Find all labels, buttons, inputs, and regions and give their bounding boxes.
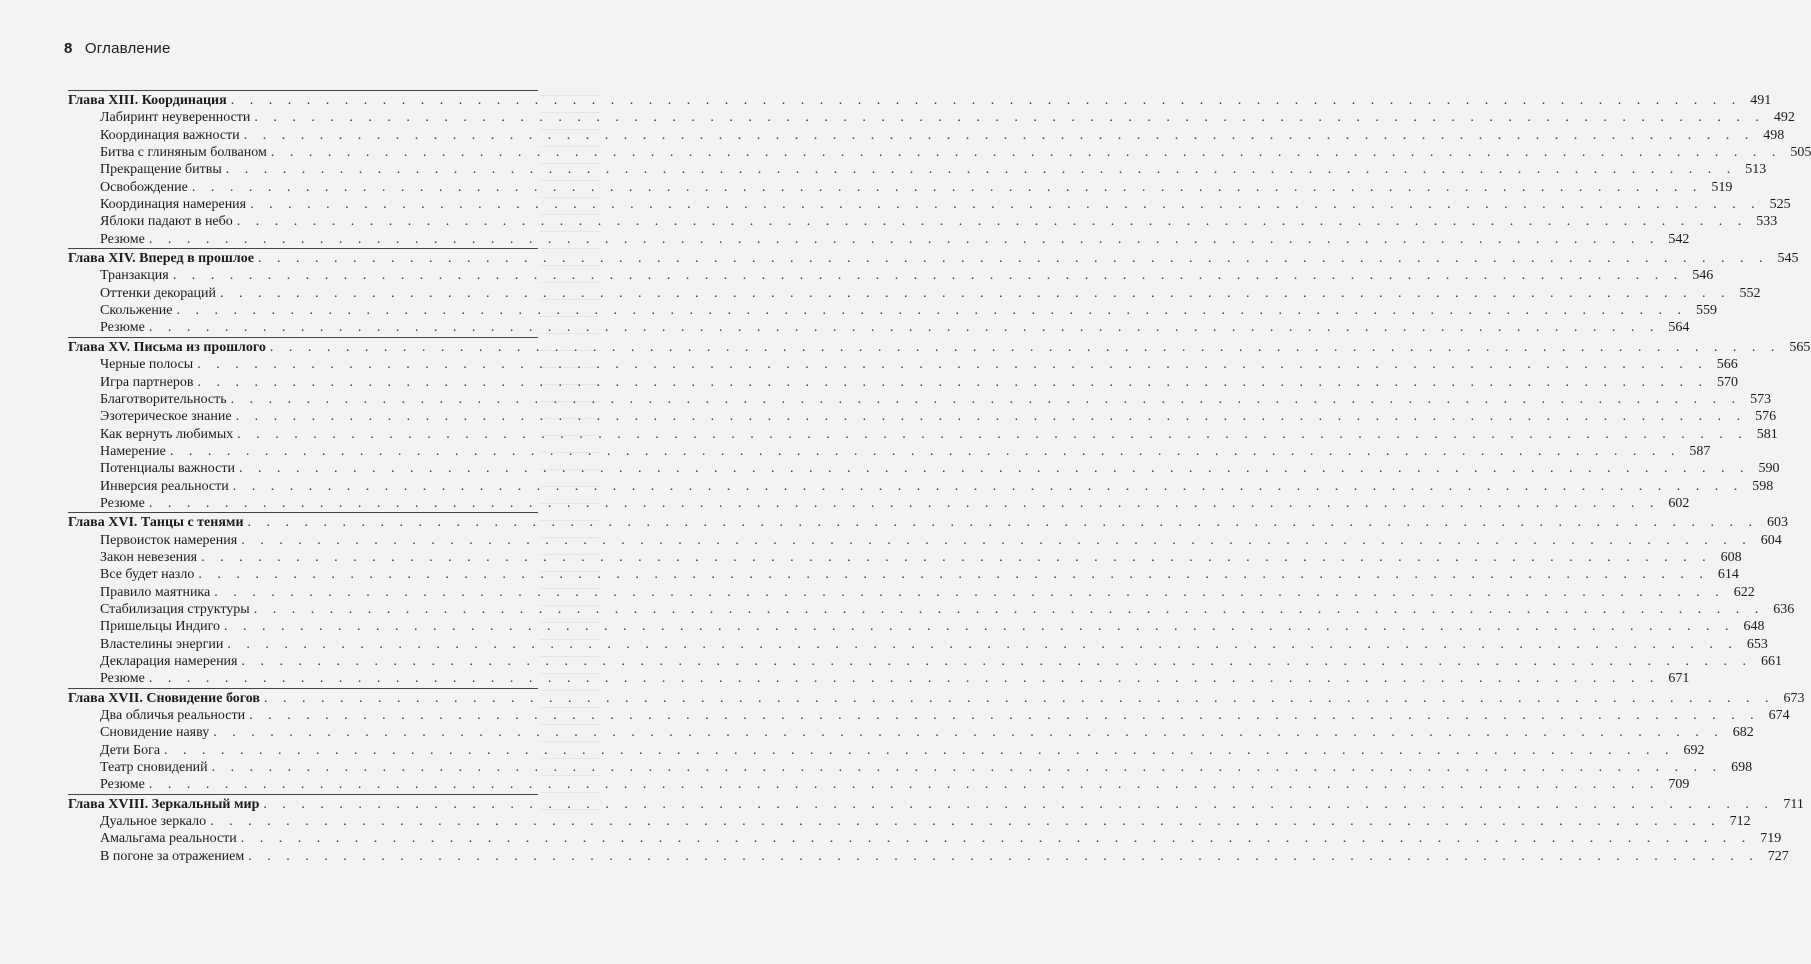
running-header bbox=[64, 40, 171, 57]
toc-entry[interactable] bbox=[68, 742, 1705, 759]
chapter-divider bbox=[68, 512, 538, 513]
toc-entry[interactable] bbox=[68, 830, 1782, 847]
page-number: 604 bbox=[1760, 532, 1782, 548]
entry-title: Резюме bbox=[100, 495, 145, 511]
dot-leader: . . . . . . . . . . . . . . . . . . . . . . . . . . . . . . . . . . . . . . . . . . . . . . . . . . . . . . . . . . . . . . . . . . . . . . . . . . . . . . . . bbox=[235, 409, 1747, 425]
dot-leader: . . . . . . . . . . . . . . . . . . . . . . . . . . . . . . . . . . . . . . . . . . . . . . . . . . . . . . . . . . . . . . . . . . . . . . . . . . . . . . . . bbox=[240, 831, 1752, 847]
page-number: 525 bbox=[1769, 197, 1791, 213]
toc-entry[interactable] bbox=[68, 179, 1733, 196]
entry-title: Скольжение bbox=[100, 303, 173, 319]
page-number: 570 bbox=[1717, 374, 1739, 390]
page-number: 519 bbox=[1711, 179, 1733, 195]
toc-entry[interactable] bbox=[68, 374, 1739, 391]
entry-title: Черные полосы bbox=[100, 357, 194, 373]
chapter-title: Глава XIII. Координация bbox=[68, 93, 227, 108]
entry-title: Как вернуть любимых bbox=[100, 426, 234, 442]
entry-title: Стабилизация структуры bbox=[100, 601, 250, 617]
dot-leader: . . . . . . . . . . . . . . . . . . . . . . . . . . . . . . . . . . . . . . . . . . . . . . . . . . . . . . . . . . . . . . . . . . . . . . . . . . . . . . . . bbox=[264, 690, 1775, 706]
page-number: 542 bbox=[1668, 231, 1690, 247]
toc-entry[interactable] bbox=[68, 127, 1785, 144]
dot-leader: . . . . . . . . . . . . . . . . . . . . . . . . . . . . . . . . . . . . . . . . . . . . . . . . . . . . . . . . . . . . . . . . . . . . . . . . . . . . . . . . bbox=[269, 339, 1781, 355]
entry-title: Инверсия реальности bbox=[100, 478, 229, 494]
toc-entry[interactable] bbox=[68, 213, 1778, 230]
dot-leader: . . . . . . . . . . . . . . . . . . . . . . . . . . . . . . . . . . . . . . . . . . . . . . . . . . . . . . . . . . . . . . . . . . . . . . . . . . . . . . . . bbox=[238, 461, 1750, 477]
dot-leader: . . . . . . . . . . . . . . . . . . . . . . . . . . . . . . . . . . . . . . . . . . . . . . . . . . . . . . . . . . . . . . . . . . . . . . . . . . . . . . . . bbox=[223, 619, 1735, 635]
page-number: 545 bbox=[1777, 251, 1799, 267]
entry-title: В погоне за отражением bbox=[100, 848, 245, 864]
page-number: 587 bbox=[1689, 443, 1711, 459]
page-number: 590 bbox=[1758, 461, 1780, 477]
toc-entry[interactable] bbox=[68, 707, 1790, 724]
toc-entry[interactable] bbox=[68, 478, 1774, 495]
dot-leader: . . . . . . . . . . . . . . . . . . . . . . . . . . . . . . . . . . . . . . . . . . . . . . . . . . . . . . . . . . . . . . . . . . . . . . . . . . . . . . . . bbox=[219, 285, 1731, 301]
page-number: 674 bbox=[1768, 708, 1790, 724]
toc-entry[interactable] bbox=[68, 196, 1791, 213]
dot-leader: . . . . . . . . . . . . . . . . . . . . . . . . . . . . . . . . . . . . . . . . . . . . . . . . . . . . . . . . . . . . . . . . . . . . . . . . . . . . . . . . bbox=[243, 127, 1755, 143]
entry-title: Резюме bbox=[100, 231, 145, 247]
toc-entry[interactable] bbox=[68, 161, 1767, 178]
toc-entry[interactable] bbox=[68, 391, 1772, 408]
entry-title: Все будет назло bbox=[100, 567, 195, 583]
dot-leader: . . . . . . . . . . . . . . . . . . . . . . . . . . . . . . . . . . . . . . . . . . . . . . . . . . . . . . . . . . . . . . . . . . . . . . . . . . . . . . . . bbox=[148, 777, 1660, 793]
chapter-divider bbox=[68, 90, 538, 91]
dot-leader: . . . . . . . . . . . . . . . . . . . . . . . . . . . . . . . . . . . . . . . . . . . . . . . . . . . . . . . . . . . . . . . . . . . . . . . . . . . . . . . . bbox=[148, 231, 1660, 247]
toc-entry[interactable] bbox=[68, 443, 1711, 460]
dot-leader: . . . . . . . . . . . . . . . . . . . . . . . . . . . . . . . . . . . . . . . . . . . . . . . . . . . . . . . . . . . . . . . . . . . . . . . . . . . . . . . . bbox=[172, 268, 1684, 284]
entry-title: Первоисток намерения bbox=[100, 532, 238, 548]
page-number: 498 bbox=[1763, 127, 1785, 143]
entry-title: Резюме bbox=[100, 320, 145, 336]
dot-leader: . . . . . . . . . . . . . . . . . . . . . . . . . . . . . . . . . . . . . . . . . . . . . . . . . . . . . . . . . . . . . . . . . . . . . . . . . . . . . . . . bbox=[247, 515, 1759, 531]
page-number: 603 bbox=[1767, 515, 1789, 531]
dot-leader: . . . . . . . . . . . . . . . . . . . . . . . . . . . . . . . . . . . . . . . . . . . . . . . . . . . . . . . . . . . . . . . . . . . . . . . . . . . . . . . . bbox=[210, 814, 1721, 830]
dot-leader: . . . . . . . . . . . . . . . . . . . . . . . . . . . . . . . . . . . . . . . . . . . . . . . . . . . . . . . . . . . . . . . . . . . . . . . . . . . . . . . . bbox=[197, 374, 1709, 390]
chapter-divider bbox=[68, 337, 538, 338]
page-number: 564 bbox=[1668, 320, 1690, 336]
chapter-heading[interactable] bbox=[68, 92, 1772, 109]
chapter-divider bbox=[68, 794, 538, 795]
dot-leader: . . . . . . . . . . . . . . . . . . . . . . . . . . . . . . . . . . . . . . . . . . . . . . . . . . . . . . . . . . . . . . . . . . . . . . . . . . . . . . . . bbox=[148, 495, 1660, 511]
entry-title: Потенциалы важности bbox=[100, 461, 235, 477]
page-number: 653 bbox=[1746, 636, 1768, 652]
chapter-heading[interactable] bbox=[68, 690, 1805, 707]
chapter-heading[interactable] bbox=[68, 796, 1804, 813]
dot-leader: . . . . . . . . . . . . . . . . . . . . . . . . . . . . . . . . . . . . . . . . . . . . . . . . . . . . . . . . . . . . . . . . . . . . . . . . . . . . . . . . bbox=[198, 567, 1709, 583]
entry-title: Яблоки падают в небо bbox=[100, 214, 233, 230]
chapter-divider bbox=[68, 688, 538, 689]
toc-entry[interactable] bbox=[68, 670, 1690, 687]
dot-leader: . . . . . . . . . . . . . . . . . . . . . . . . . . . . . . . . . . . . . . . . . . . . . . . . . . . . . . . . . . . . . . . . . . . . . . . . . . . . . . . . bbox=[241, 654, 1752, 669]
dot-leader: . . . . . . . . . . . . . . . . . . . . . . . . . . . . . . . . . . . . . . . . . . . . . . . . . . . . . . . . . . . . . . . . . . . . . . . . . . . . . . . . bbox=[148, 671, 1660, 687]
page-number: 698 bbox=[1731, 760, 1753, 776]
entry-title: Благотворительность bbox=[100, 391, 227, 407]
entry-title: Пришельцы Индиго bbox=[100, 619, 220, 635]
toc-entry[interactable] bbox=[68, 776, 1690, 793]
dot-leader: . . . . . . . . . . . . . . . . . . . . . . . . . . . . . . . . . . . . . . . . . . . . . . . . . . . . . . . . . . . . . . . . . . . . . . . . . . . . . . . . bbox=[237, 426, 1748, 442]
entry-title: Декларация намерения bbox=[100, 654, 238, 669]
entry-title: Дуальное зеркало bbox=[100, 814, 207, 830]
page-number: 581 bbox=[1756, 426, 1778, 442]
toc-entry[interactable] bbox=[68, 356, 1738, 373]
toc-entry[interactable] bbox=[68, 319, 1690, 336]
dot-leader: . . . . . . . . . . . . . . . . . . . . . . . . . . . . . . . . . . . . . . . . . . . . . . . . . . . . . . . . . . . . . . . . . . . . . . . . . . . . . . . . bbox=[232, 478, 1744, 494]
dot-leader: . . . . . . . . . . . . . . . . . . . . . . . . . . . . . . . . . . . . . . . . . . . . . . . . . . . . . . . . . . . . . . . . . . . . . . . . . . . . . . . . bbox=[211, 760, 1723, 776]
dot-leader: . . . . . . . . . . . . . . . . . . . . . . . . . . . . . . . . . . . . . . . . . . . . . . . . . . . . . . . . . . . . . . . . . . . . . . . . . . . . . . . . bbox=[230, 93, 1742, 108]
toc-entry[interactable] bbox=[68, 408, 1777, 425]
chapter-title: Глава XV. Письма из прошлого bbox=[68, 339, 266, 355]
chapter-title: Глава XVIII. Зеркальный мир bbox=[68, 796, 260, 812]
dot-leader: . . . . . . . . . . . . . . . . . . . . . . . . . . . . . . . . . . . . . . . . . . . . . . . . . . . . . . . . . . . . . . . . . . . . . . . . . . . . . . . . bbox=[164, 742, 1675, 758]
toc-entry[interactable] bbox=[68, 724, 1754, 741]
toc-entry[interactable] bbox=[68, 460, 1780, 477]
toc-entry[interactable] bbox=[68, 813, 1751, 830]
page-number: 505 bbox=[1790, 145, 1811, 161]
entry-title: Транзакция bbox=[100, 268, 169, 284]
toc-entry[interactable] bbox=[68, 601, 1795, 618]
page-number: 622 bbox=[1733, 584, 1755, 600]
toc-entry[interactable] bbox=[68, 495, 1690, 512]
dot-leader: . . . . . . . . . . . . . . . . . . . . . . . . . . . . . . . . . . . . . . . . . . . . . . . . . . . . . . . . . . . . . . . . . . . . . . . . . . . . . . . . bbox=[225, 162, 1737, 178]
toc-entry[interactable] bbox=[68, 532, 1782, 549]
chapter-heading[interactable] bbox=[68, 514, 1789, 531]
entry-title: Два обличья реальности bbox=[100, 708, 246, 724]
page-number: 573 bbox=[1750, 391, 1772, 407]
entry-title: Координация важности bbox=[100, 127, 240, 143]
page-number: 709 bbox=[1668, 777, 1690, 793]
entry-title: Театр сновидений bbox=[100, 760, 208, 776]
page-number: 673 bbox=[1783, 690, 1805, 706]
page-number: 711 bbox=[1783, 796, 1804, 812]
page-number: 682 bbox=[1732, 725, 1754, 741]
entry-title: Оттенки декораций bbox=[100, 285, 216, 301]
dot-leader: . . . . . . . . . . . . . . . . . . . . . . . . . . . . . . . . . . . . . . . . . . . . . . . . . . . . . . . . . . . . . . . . . . . . . . . . . . . . . . . . bbox=[169, 443, 1681, 459]
dot-leader: . . . . . . . . . . . . . . . . . . . . . . . . . . . . . . . . . . . . . . . . . . . . . . . . . . . . . . . . . . . . . . . . . . . . . . . . . . . . . . . . bbox=[148, 320, 1660, 336]
page-number: 602 bbox=[1668, 495, 1690, 511]
entry-title: Координация намерения bbox=[100, 197, 247, 213]
page-number: 491 bbox=[1750, 93, 1772, 108]
dot-leader: . . . . . . . . . . . . . . . . . . . . . . . . . . . . . . . . . . . . . . . . . . . . . . . . . . . . . . . . . . . . . . . . . . . . . . . . . . . . . . . . bbox=[263, 796, 1774, 812]
page-number: 492 bbox=[1773, 110, 1795, 126]
toc-entry[interactable] bbox=[68, 618, 1765, 635]
dot-leader: . . . . . . . . . . . . . . . . . . . . . . . . . . . . . . . . . . . . . . . . . . . . . . . . . . . . . . . . . . . . . . . . . . . . . . . . . . . . . . . . bbox=[201, 549, 1712, 565]
page-number: 513 bbox=[1745, 162, 1767, 178]
page-number: 608 bbox=[1720, 549, 1742, 565]
page-number: 661 bbox=[1761, 654, 1782, 669]
page-number: 565 bbox=[1789, 339, 1811, 355]
chapter-heading[interactable] bbox=[68, 339, 1811, 356]
toc-entry[interactable] bbox=[68, 231, 1690, 248]
header-title: Оглавление bbox=[84, 40, 171, 57]
dot-leader: . . . . . . . . . . . . . . . . . . . . . . . . . . . . . . . . . . . . . . . . . . . . . . . . . . . . . . . . . . . . . . . . . . . . . . . . . . . . . . . . bbox=[214, 584, 1725, 600]
page-number: 712 bbox=[1729, 814, 1751, 830]
toc-entry[interactable] bbox=[68, 566, 1739, 583]
dot-leader: . . . . . . . . . . . . . . . . . . . . . . . . . . . . . . . . . . . . . . . . . . . . . . . . . . . . . . . . . . . . . . . . . . . . . . . . . . . . . . . . bbox=[191, 179, 1703, 195]
dot-leader: . . . . . . . . . . . . . . . . . . . . . . . . . . . . . . . . . . . . . . . . . . . . . . . . . . . . . . . . . . . . . . . . . . . . . . . . . . . . . . . . bbox=[241, 532, 1752, 548]
entry-title: Прекращение битвы bbox=[100, 162, 222, 178]
entry-title: Дети Бога bbox=[100, 742, 161, 758]
dot-leader: . . . . . . . . . . . . . . . . . . . . . . . . . . . . . . . . . . . . . . . . . . . . . . . . . . . . . . . . . . . . . . . . . . . . . . . . . . . . . . . . bbox=[197, 357, 1708, 373]
dot-leader: . . . . . . . . . . . . . . . . . . . . . . . . . . . . . . . . . . . . . . . . . . . . . . . . . . . . . . . . . . . . . . . . . . . . . . . . . . . . . . . . bbox=[254, 110, 1765, 126]
entry-title: Сновидение наяву bbox=[100, 725, 210, 741]
toc-entry[interactable] bbox=[68, 285, 1761, 302]
page-number: 598 bbox=[1752, 478, 1774, 494]
page-number: 546 bbox=[1692, 268, 1714, 284]
chapter-title: Глава XVII. Сновидение богов bbox=[68, 690, 260, 706]
page-number: 692 bbox=[1683, 742, 1705, 758]
chapter-heading[interactable] bbox=[68, 250, 1799, 267]
dot-leader: . . . . . . . . . . . . . . . . . . . . . . . . . . . . . . . . . . . . . . . . . . . . . . . . . . . . . . . . . . . . . . . . . . . . . . . . . . . . . . . . bbox=[213, 725, 1724, 741]
dot-leader: . . . . . . . . . . . . . . . . . . . . . . . . . . . . . . . . . . . . . . . . . . . . . . . . . . . . . . . . . . . . . . . . . . . . . . . . . . . . . . . . bbox=[176, 303, 1688, 319]
toc-entry[interactable] bbox=[68, 426, 1778, 443]
page-number: 727 bbox=[1767, 848, 1789, 864]
toc-entry[interactable] bbox=[68, 109, 1795, 126]
toc-entry[interactable] bbox=[68, 584, 1755, 601]
page-number: 566 bbox=[1716, 357, 1738, 373]
entry-title: Битва с глиняным болваном bbox=[100, 145, 267, 161]
dot-leader: . . . . . . . . . . . . . . . . . . . . . . . . . . . . . . . . . . . . . . . . . . . . . . . . . . . . . . . . . . . . . . . . . . . . . . . . . . . . . . . . bbox=[248, 848, 1759, 864]
toc-entry[interactable] bbox=[68, 636, 1768, 653]
chapter-title: Глава XIV. Вперед в прошлое bbox=[68, 251, 254, 267]
page-number: 533 bbox=[1756, 214, 1778, 230]
page-number: 636 bbox=[1773, 601, 1795, 617]
toc-entry[interactable] bbox=[68, 267, 1714, 284]
dot-leader: . . . . . . . . . . . . . . . . . . . . . . . . . . . . . . . . . . . . . . . . . . . . . . . . . . . . . . . . . . . . . . . . . . . . . . . . . . . . . . . . bbox=[257, 251, 1769, 267]
dot-leader: . . . . . . . . . . . . . . . . . . . . . . . . . . . . . . . . . . . . . . . . . . . . . . . . . . . . . . . . . . . . . . . . . . . . . . . . . . . . . . . . bbox=[250, 197, 1761, 213]
entry-title: Амальгама реальности bbox=[100, 831, 237, 847]
dot-leader: . . . . . . . . . . . . . . . . . . . . . . . . . . . . . . . . . . . . . . . . . . . . . . . . . . . . . . . . . . . . . . . . . . . . . . . . . . . . . . . . bbox=[230, 391, 1742, 407]
chapter-divider bbox=[68, 248, 538, 249]
page-number: 719 bbox=[1760, 831, 1782, 847]
dot-leader: . . . . . . . . . . . . . . . . . . . . . . . . . . . . . . . . . . . . . . . . . . . . . . . . . . . . . . . . . . . . . . . . . . . . . . . . . . . . . . . . bbox=[270, 145, 1782, 161]
chapter-title: Глава XVI. Танцы с тенями bbox=[68, 515, 244, 531]
page-number: 671 bbox=[1668, 671, 1690, 687]
toc-entry[interactable] bbox=[68, 848, 1789, 865]
toc-entry[interactable] bbox=[68, 549, 1742, 566]
entry-title: Лабиринт неуверенности bbox=[100, 110, 251, 126]
toc-entry[interactable] bbox=[68, 759, 1753, 776]
toc-entry[interactable] bbox=[68, 144, 1811, 161]
entry-title: Эзотерическое знание bbox=[100, 409, 232, 425]
entry-title: Резюме bbox=[100, 671, 145, 687]
page-number: 552 bbox=[1739, 285, 1761, 301]
page-number: 614 bbox=[1717, 567, 1739, 583]
dot-leader: . . . . . . . . . . . . . . . . . . . . . . . . . . . . . . . . . . . . . . . . . . . . . . . . . . . . . . . . . . . . . . . . . . . . . . . . . . . . . . . . bbox=[253, 601, 1765, 617]
toc-entry[interactable] bbox=[68, 302, 1718, 319]
dot-leader: . . . . . . . . . . . . . . . . . . . . . . . . . . . . . . . . . . . . . . . . . . . . . . . . . . . . . . . . . . . . . . . . . . . . . . . . . . . . . . . . bbox=[236, 214, 1748, 230]
table-of-contents bbox=[68, 90, 1811, 865]
entry-title: Игра партнеров bbox=[100, 374, 194, 390]
page-number: 576 bbox=[1755, 409, 1777, 425]
entry-title: Правило маятника bbox=[100, 584, 211, 600]
dot-leader: . . . . . . . . . . . . . . . . . . . . . . . . . . . . . . . . . . . . . . . . . . . . . . . . . . . . . . . . . . . . . . . . . . . . . . . . . . . . . . . . bbox=[249, 708, 1760, 724]
entry-title: Властелины энергии bbox=[100, 636, 224, 652]
dot-leader: . . . . . . . . . . . . . . . . . . . . . . . . . . . . . . . . . . . . . . . . . . . . . . . . . . . . . . . . . . . . . . . . . . . . . . . . . . . . . . . . bbox=[227, 636, 1738, 652]
page-number: 648 bbox=[1743, 619, 1765, 635]
entry-title: Резюме bbox=[100, 777, 145, 793]
page-number: 559 bbox=[1696, 303, 1718, 319]
header-page-number: 8 bbox=[64, 40, 73, 57]
entry-title: Закон невезения bbox=[100, 549, 198, 565]
toc-entry[interactable] bbox=[68, 653, 1782, 670]
entry-title: Освобождение bbox=[100, 179, 188, 195]
entry-title: Намерение bbox=[100, 443, 166, 459]
